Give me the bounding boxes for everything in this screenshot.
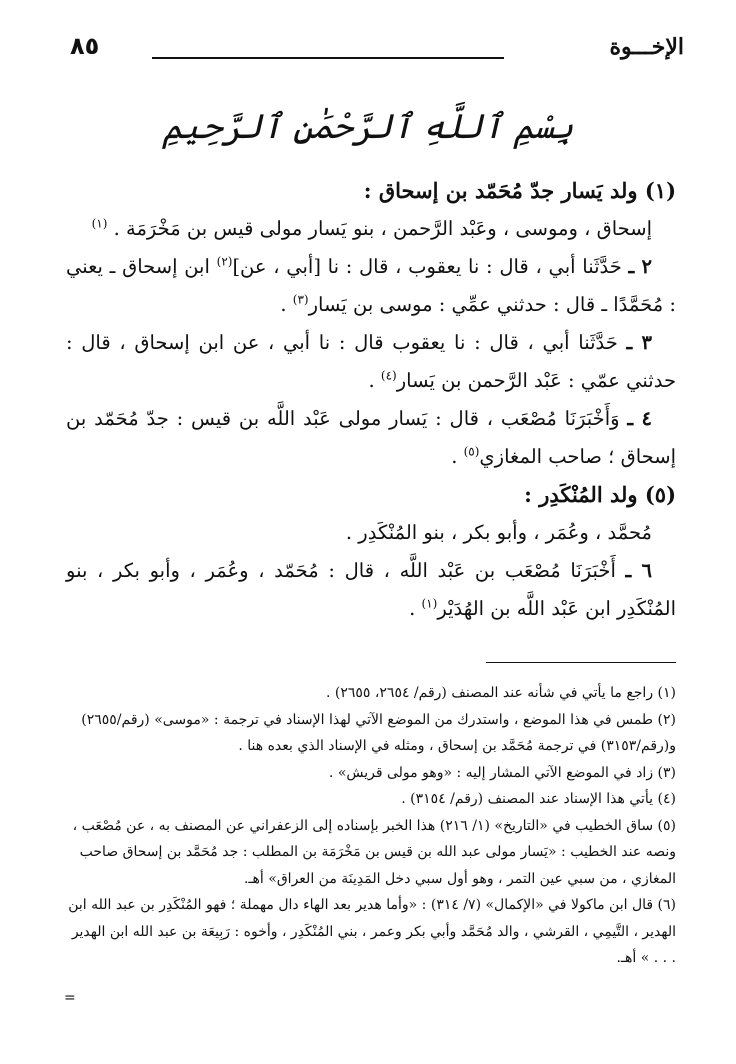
page-number: ٨٥ — [70, 32, 100, 60]
footnote-3: (٣) زاد في الموضع الآتي المشار إليه : «وهو مولى قريش» . — [328, 764, 676, 781]
paragraph-2 — [66, 248, 676, 324]
footnote-5: (٥) ساق الخطيب في «التاريخ» (١/ ٢١٦) هذا الخبر بإسناده إلى الزعفراني عن المصنف به ، عن مُصْعَب ، ونصه عند الخطيب : «يَسار مولى عبد الله بن قيس بن مَخْرَمَة بن المطلب : جد مُحَمَّد بن إسحاق صاحب المغازي ، من سبي عين التمر ، وهو أول سبي دخل المَدِينَة من العراق» أهـ. — [72, 817, 676, 887]
paragraph-6-end: . — [409, 597, 416, 620]
paragraph-6 — [66, 552, 676, 628]
paragraph-2-end: . — [280, 293, 287, 316]
paragraph-3-number: ٣ ـ — [626, 331, 652, 354]
footnote-ref-5[interactable]: (٥) — [463, 444, 480, 459]
paragraph-3-text: حَدَّثَنا أبي ، قال : نا يعقوب قال : نا أبي ، عن ابن إسحاق ، قال : حدثني عمّي : عَبْد الرَّحمن بن يَسار — [66, 331, 676, 392]
footnote-1: (١) راجع ما يأتي في شأنه عند المصنف (رقم/ ٢٦٥٤، ٢٦٥٥) . — [325, 685, 676, 701]
footnote-ref-2[interactable]: (٢) — [216, 254, 233, 269]
footnote-ref-4[interactable]: (٤) — [380, 368, 397, 383]
header-rule — [152, 57, 504, 59]
paragraph-1-text: إسحاق ، وموسى ، وعَبْد الرَّحمن ، بنو يَسار مولى قيس بن مَخْرَمَة . — [113, 217, 652, 240]
paragraph-5: مُحمَّد ، وعُمَر ، وأبو بكر ، بنو المُنْكَدِر . — [345, 521, 652, 544]
paragraph-4-text: وَأَخْبَرَنَا مُصْعَب ، قال : يَسار مولى عَبْد اللَّه بن قيس : جدّ مُحَمّد بن إسحاق ؛ صاحب المغازي — [66, 407, 676, 468]
footnote-ref-6[interactable]: (١) — [421, 596, 438, 611]
paragraph-2-text-a: حَدَّثَنا أبي ، قال : نا يعقوب ، قال : نا [أبي ، عن] — [232, 255, 622, 278]
footnotes — [64, 680, 676, 972]
footnote-separator — [486, 662, 676, 663]
paragraph-4 — [66, 400, 676, 476]
paragraph-4-end: . — [451, 445, 458, 468]
main-text — [66, 172, 676, 628]
paragraph-6-text: أَخْبَرَنَا مُصْعَب بن عَبْد اللَّه ، قال : مُحَمّد ، وعُمَر ، وأبو بكر ، بنو المُنْكَدِر ابن عَبْد اللَّه بن الهُدَيْر — [66, 559, 676, 620]
footnote-6: (٦) قال ابن ماكولا في «الإكمال» (٧/ ٣١٤) : «وأما هدير بعد الهاء دال مهملة ؛ فهو المُنْكَدِر بن عبد الله ابن الهدير ، التَّيمِي ، القرشي ، والد مُحَمَّد وأبي بكر وعمر ، بني المُنْكَدِر ، وأخوه : رَبِيعَة بن عبد الله ابن الهدير . . . » أهـ. — [68, 897, 676, 966]
paragraph-6-number: ٦ ـ — [625, 559, 652, 582]
footnote-ref-1[interactable]: (١) — [91, 216, 108, 231]
paragraph-3-end: . — [368, 369, 375, 392]
paragraph-2-number: ٢ ـ — [628, 255, 653, 278]
page-header — [40, 30, 684, 70]
continuation-mark: = — [64, 990, 76, 1006]
basmala: بِسْمِ ٱللَّهِ ٱلرَّحْمَٰنِ ٱلرَّحِيمِ — [162, 107, 574, 147]
section-heading-1: (١) ولد يَسار جدّ مُحَمّد بن إسحاق : — [363, 178, 676, 203]
paragraph-1 — [66, 210, 676, 248]
section-heading-5: (٥) ولد المُنْكَدِر : — [524, 482, 676, 507]
paragraph-3 — [66, 324, 676, 400]
paragraph-2-text-b: ابن إسحاق ـ يعني : مُحَمَّدًا ـ قال : حدثني عمِّي : موسى بن يَسار — [66, 255, 676, 316]
footnote-4: (٤) يأتي هذا الإسناد عند المصنف (رقم/ ٣١٥٤) . — [401, 791, 676, 807]
footnote-ref-3[interactable]: (٣) — [292, 292, 309, 307]
running-title: الإخـــوة — [609, 34, 684, 60]
paragraph-4-number: ٤ ـ — [627, 407, 652, 430]
footnote-2: (٢) طمس في هذا الموضع ، واستدرك من الموضع الآتي لهذا الإسناد في ترجمة : «موسى» (رقم/٢٦٥٥) و(رقم/٣١٥٣) في ترجمة مُحَمَّد بن إسحاق ، ومثله في الإسناد الذي بعده هنا . — [81, 711, 676, 754]
